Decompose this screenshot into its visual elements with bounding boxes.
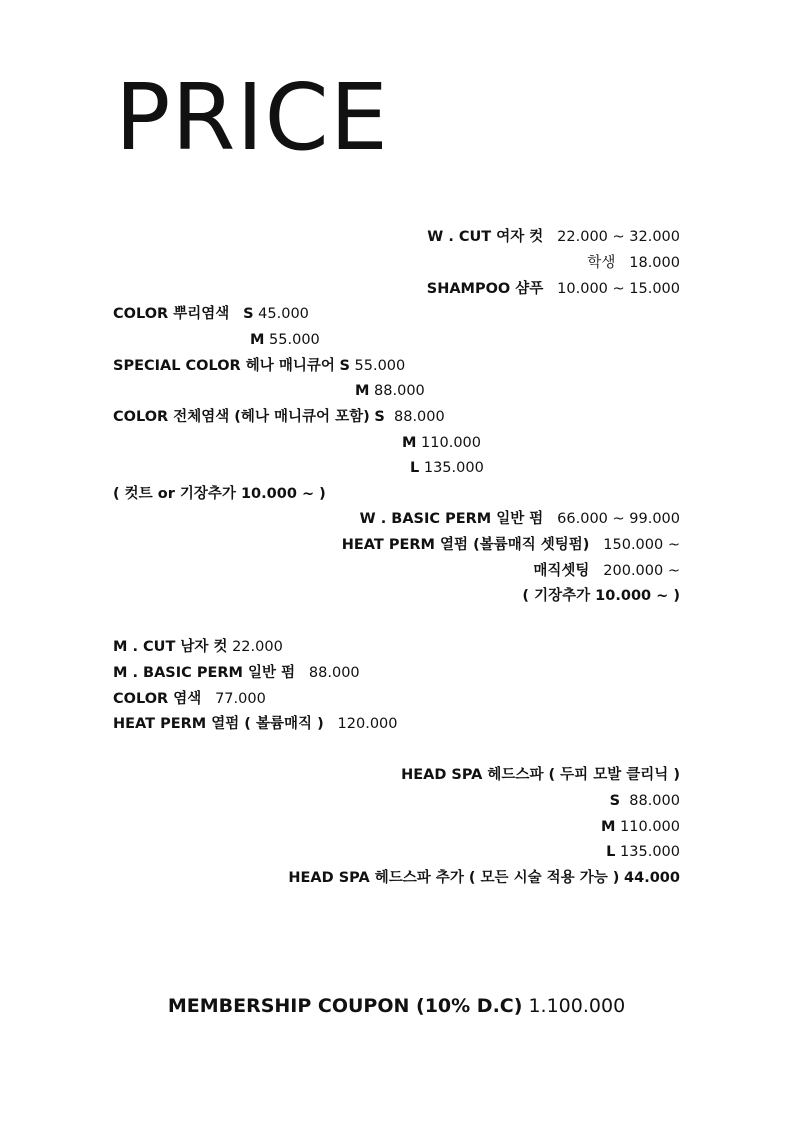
shampoo-price: 10.000 ~ 15.000 [557,281,680,297]
head-spa-add-label: HEAD SPA 헤드스파 추가 ( 모든 시술 적용 가능 ) [288,870,620,886]
color-full-l-row [410,459,484,477]
men-color-row [113,690,266,708]
women-heat-perm-row [342,536,680,554]
color-root-label: COLOR 뿌리염색 [113,306,230,322]
women-heat-perm-label: HEAT PERM 열펌 (볼륨매직 셋팅펌) [341,537,590,553]
head-spa-title: HEAD SPA 헤드스파 ( 두피 모발 클리닉 ) [401,767,680,783]
special-color-row [113,357,405,375]
length-add-note: ( 기장추가 10.000 ~ ) [522,588,680,604]
head-spa-m-price: 110.000 [620,819,680,835]
color-full-m-label: M [402,435,417,451]
women-basic-perm-price: 66.000 ~ 99.000 [557,511,680,527]
membership-coupon-price: 1.100.000 [528,995,626,1017]
color-full-row [113,408,445,426]
head-spa-add-row [288,869,680,887]
men-basic-perm-label: M . BASIC PERM 일반 펌 [113,665,296,681]
head-spa-l-label: L [606,844,616,860]
men-heat-perm-row [113,715,398,733]
shampoo-label: SHAMPOO 샴푸 [426,281,544,297]
head-spa-s-label: S [609,793,621,809]
men-color-label: COLOR 염색 [113,691,202,707]
shampoo-row [427,280,680,298]
women-basic-perm-label: W . BASIC PERM 일반 펌 [359,511,544,527]
men-cut-row [113,638,283,656]
head-spa-s-row [610,792,680,810]
head-spa-l-row [606,843,680,861]
student-row [587,254,680,272]
color-root-m-row [250,331,320,349]
color-full-m-price: 110.000 [421,435,482,451]
women-heat-perm-price: 150.000 ~ [603,537,680,553]
student-price: 18.000 [629,255,680,271]
men-cut-price: 22.000 [232,639,283,655]
women-cut-label: W . CUT 여자 컷 [427,229,544,245]
color-root-s-label: S [243,306,254,322]
head-spa-l-price: 135.000 [620,844,680,860]
head-spa-m-row [601,818,680,836]
men-basic-perm-price: 88.000 [308,665,360,681]
color-root-m-label: M [250,332,265,348]
head-spa-s-price: 88.000 [629,793,680,809]
special-color-s-label: S [339,358,350,374]
men-heat-perm-label: HEAT PERM 열펌 ( 볼륨매직 ) [113,716,324,732]
color-root-m-price: 55.000 [269,332,320,348]
women-cut-row [427,228,680,246]
special-color-label: SPECIAL COLOR 헤나 매니큐어 [113,358,335,374]
men-heat-perm-price: 120.000 [337,716,398,732]
magic-setting-row [533,562,680,580]
special-color-m-label: M [355,383,370,399]
color-root-s-price: 45.000 [258,306,309,322]
color-root-row [113,305,309,323]
color-full-m-row [402,434,481,452]
color-full-label: COLOR 전체염색 (헤나 매니큐어 포함) [113,409,370,425]
special-color-m-price: 88.000 [374,383,425,399]
men-cut-label: M . CUT 남자 컷 [113,639,228,655]
color-full-s-label: S [374,409,385,425]
membership-coupon-row [0,995,793,1017]
color-full-s-price: 88.000 [394,409,445,425]
women-basic-perm-row [360,510,680,528]
special-color-m-row [355,382,425,400]
magic-setting-label: 매직셋팅 [533,563,590,579]
men-basic-perm-row [113,664,360,682]
men-color-price: 77.000 [215,691,266,707]
head-spa-m-label: M [600,819,616,835]
color-full-l-price: 135.000 [423,460,484,476]
women-cut-price: 22.000 ~ 32.000 [557,229,680,245]
head-spa-add-price: 44.000 [624,870,680,886]
special-color-s-price: 55.000 [354,358,406,374]
membership-coupon-label: MEMBERSHIP COUPON (10% D.C) [167,995,523,1017]
length-note: ( 컷트 or 기장추가 10.000 ~ ) [113,486,326,502]
page-title: PRICE [115,64,389,171]
color-full-l-label: L [410,460,420,476]
magic-setting-price: 200.000 ~ [603,563,680,579]
student-label: 학생 [587,255,616,271]
